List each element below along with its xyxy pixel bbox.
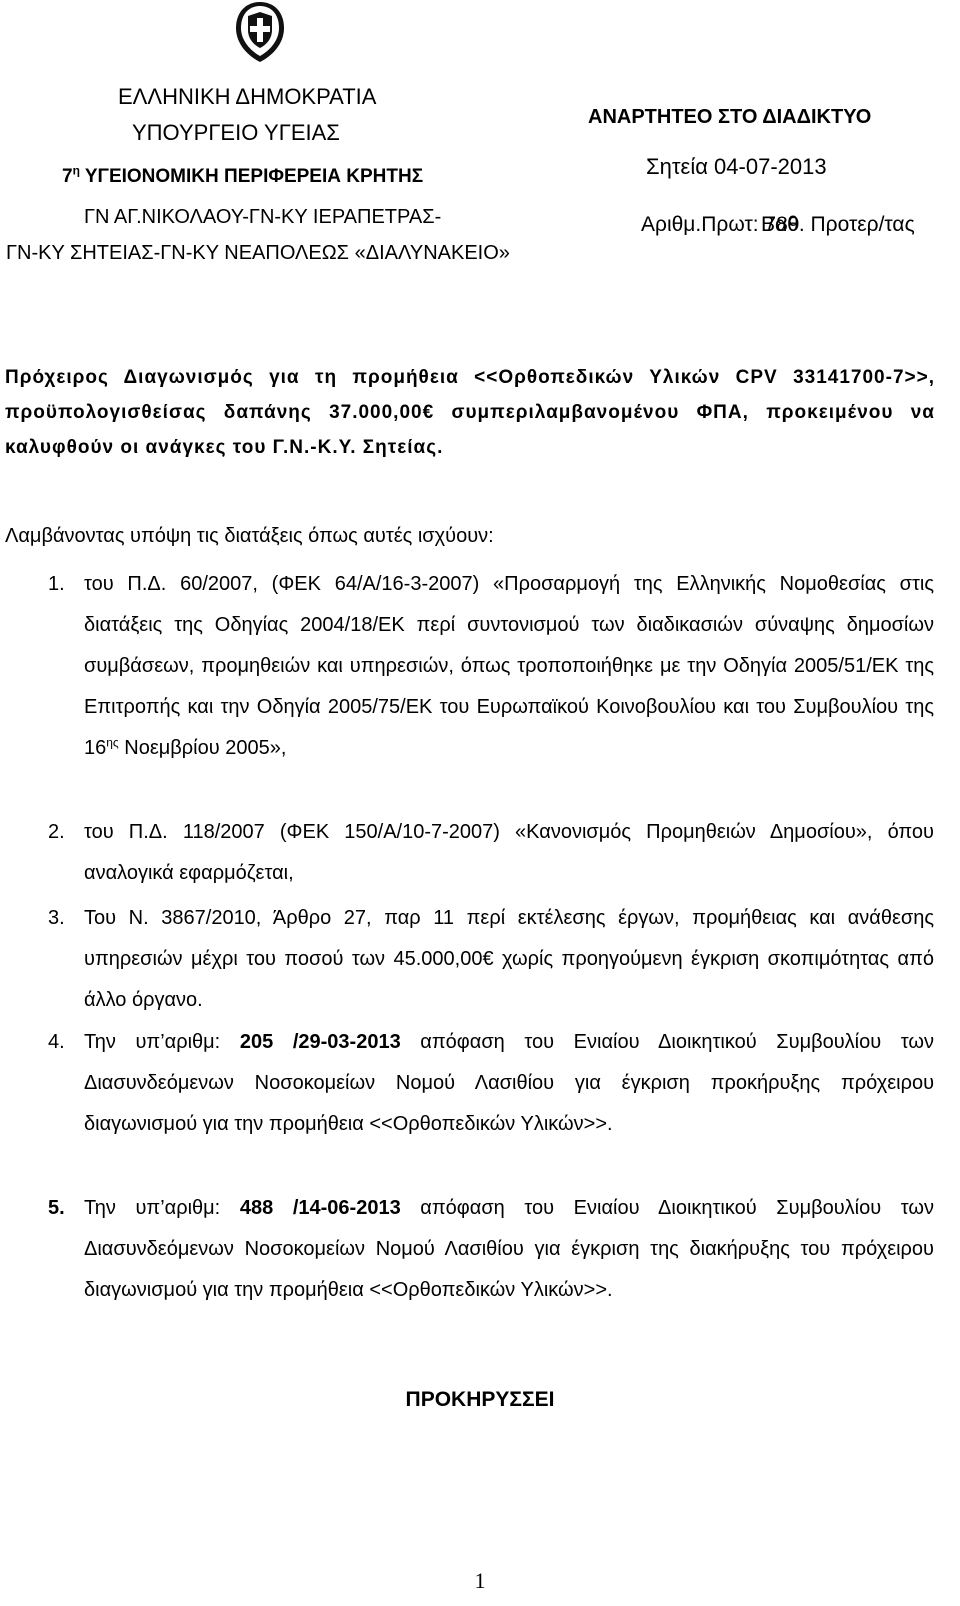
list-item-3: 3. Του Ν. 3867/2010, Άρθρο 27, παρ 11 περί εκτέλεσης έργων, προμήθειας και ανάθεσης υπηρεσιών μέχρι του ποσού των 45.000,00€ χωρίς προηγούμενη έγκριση σκοπιμότητας από άλλο όργανο. [48, 907, 934, 1011]
lead-sentence: Λαμβάνοντας υπόψη τις διατάξεις όπως αυτές ισχύουν: [5, 525, 494, 547]
page-number: 1 [474, 1568, 486, 1593]
header-ministry: ΥΠΟΥΡΓΕΙΟ ΥΓΕΙΑΣ [132, 120, 340, 145]
header-country: ΕΛΛΗΝΙΚΗ ΔΗΜΟΚΡΑΤΙΑ [118, 84, 377, 109]
priority-label: Βαθ. Προτερ/τας [761, 213, 915, 236]
list-item-5: 5. Την υπ’αριθμ: 488 /14-06-2013 απόφαση του Ενιαίου Διοικητικού Συμβουλίου των Διασυνδεόμενων Νοσοκομείων Νομού Λασιθίου για έγκριση της διακήρυξης του πρόχειρου διαγωνισμού για την προμήθεια <<Ορθοπεδικών Υλικών>>. [48, 1197, 934, 1301]
place-date: Σητεία 04-07-2013 [646, 154, 827, 179]
header-region: $7^\eta$ ΥΓΕΙΟΝΟΜΙΚΗ ΠΕΡΙΦΕΡΕΙΑ ΚΡΗΤΗΣ [62, 163, 424, 187]
proclaims-heading: ΠΡΟΚΗΡΥΣΣΕΙ [405, 1388, 555, 1411]
list-item-4: 4. Την υπ’αριθμ: 205 /29-03-2013 απόφαση του Ενιαίου Διοικητικού Συμβουλίου των Διασυνδεόμενων Νοσοκομείων Νομού Λασιθίου για έγκριση προκήρυξης πρόχειρου διαγωνισμού για την προμήθεια <<Ορθοπεδικών Υλικών>>. [48, 1031, 934, 1135]
header-hospitals-2: ΓΝ-ΚΥ ΣΗΤΕΙΑΣ-ΓΝ-ΚΥ ΝΕΑΠΟΛΕΩΣ «ΔΙΑΛΥΝΑΚΕΙΟ» [6, 242, 510, 264]
greek-emblem-icon [230, 0, 290, 64]
subject-paragraph: Πρόχειρος Διαγωνισμός για τη προμήθεια <<Ορθοπεδικών Υλικών CPV 33141700-7>>, προϋπολογισθείσας δαπάνης 37.000,00€ συμπεριλαμβανομένου ΦΠΑ, προκειμένου να καλυφθούν οι ανάγκες του Γ.Ν.-Κ.Υ. Σητείας. [5, 367, 935, 458]
header-hospitals-1: ΓΝ ΑΓ.ΝΙΚΟΛΑΟΥ-ΓΝ-ΚΥ ΙΕΡΑΠΕΤΡΑΣ- [84, 206, 442, 228]
protocol-number: Αριθμ.Πρωτ: 789 [641, 213, 800, 236]
list-item-1: 1. του Π.Δ. 60/2007, (ΦΕΚ 64/Α/16-3-2007) «Προσαρμογή της Ελληνικής Νομοθεσίας στις διατάξεις της Οδηγίας 2004/18/ΕΚ περί συντονισμού των διαδικασιών σύναψης δημοσίων συμβάσεων, προμηθειών και υπηρεσιών, όπως τροποποιήθηκε με την Οδηγία 2005/51/ΕΚ της Επιτροπής και την Οδηγία 2005/75/ΕΚ του Ευρωπαϊκού Κοινοβουλίου και του Συμβουλίου της $16^{\eta\varsigma}$ Νοεμβρίου 2005», [48, 573, 934, 759]
posted-online-label: ΑΝΑΡΤΗΤΕΟ ΣΤΟ ΔΙΑΔΙΚΤΥΟ [588, 106, 872, 128]
list-item-2: 2. του Π.Δ. 118/2007 (ΦΕΚ 150/Α/10-7-2007) «Κανονισμός Προμηθειών Δημοσίου», όπου αναλογικά εφαρμόζεται, [48, 821, 934, 884]
